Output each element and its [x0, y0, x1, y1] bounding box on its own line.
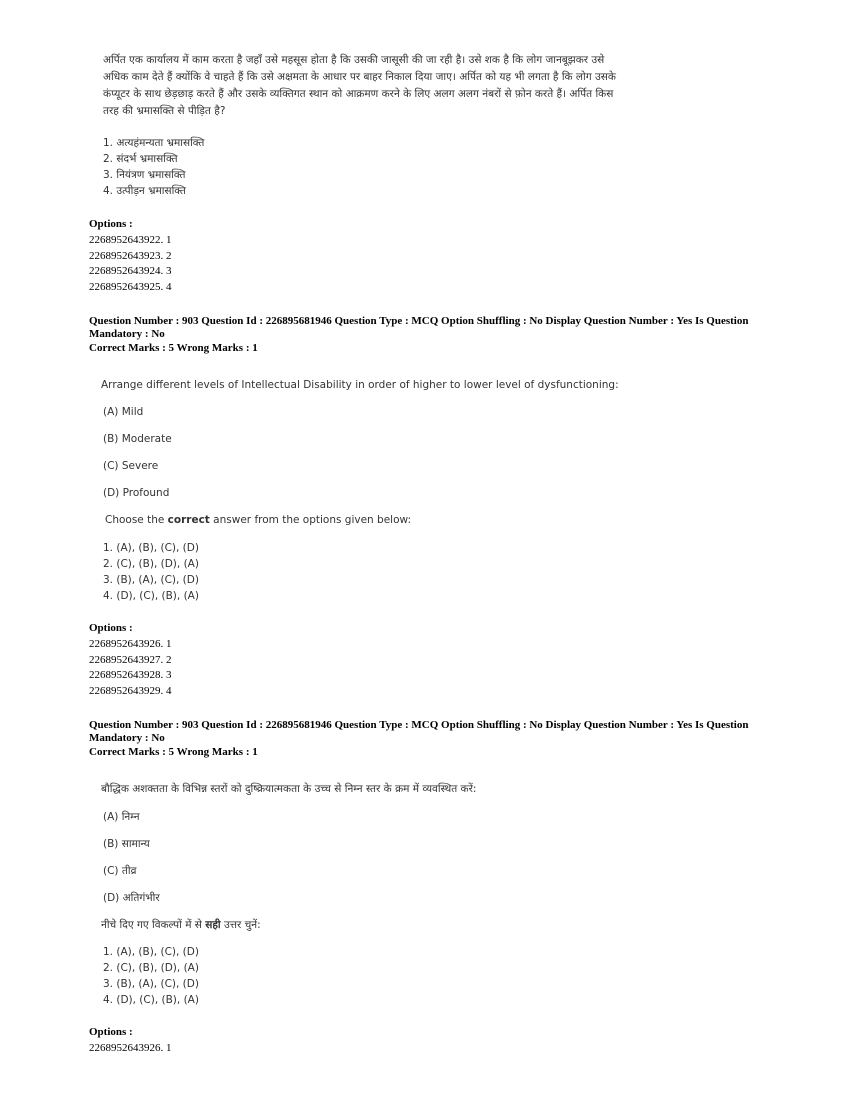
choice-item: 1. (A), (B), (C), (D) [103, 542, 199, 554]
instruction-bold: सही [205, 919, 221, 931]
options-label: Options : [89, 1026, 133, 1038]
question-line: अर्पित एक कार्यालय में काम करता है जहाँ उसे महसूस होता है कि उसकी जासूसी की जा रही है। उसे शक है कि लोग जानबूझकर उसे [103, 54, 605, 66]
choice-list [103, 135, 204, 199]
option-id: 2268952643926. 1 [89, 1042, 172, 1054]
option-ids [89, 1041, 172, 1057]
choice-item: 4. (D), (C), (B), (A) [103, 590, 199, 602]
question-line: अधिक काम देते हैं क्योंकि वे चाहते हैं कि उसे अक्षमता के आधार पर बाहर निकाल दिया जाए। अर्पित को यह भी लगता है कि लोग उसके [103, 71, 616, 83]
level-item: (C) Severe [103, 460, 159, 472]
instruction-pre: Choose the [105, 514, 168, 526]
level-item: (D) अतिगंभीर [103, 892, 160, 904]
choice-item: 4. उत्पीड़न भ्रमासक्ति [103, 185, 186, 197]
choice-item: 2. संदर्भ भ्रमासक्ति [103, 153, 178, 165]
option-id: 2268952643927. 2 [89, 653, 172, 666]
instruction [105, 514, 411, 526]
choice-item: 1. (A), (B), (C), (D) [103, 946, 199, 958]
question-header [89, 719, 748, 745]
marks-line: Correct Marks : 5 Wrong Marks : 1 [89, 746, 258, 758]
level-item: (B) Moderate [103, 433, 172, 445]
option-id: 2268952643926. 1 [89, 638, 172, 650]
choice-item: 3. नियंत्रण भ्रमासक्ति [103, 169, 186, 181]
instruction-post: answer from the options given below: [209, 514, 412, 526]
question-meta-line: Mandatory : No [89, 732, 165, 744]
level-item: (A) निम्न [103, 811, 140, 823]
question-header [89, 315, 748, 341]
choice-list [103, 540, 199, 604]
instruction-bold: correct [167, 514, 210, 526]
question-line: तरह की भ्रमासक्ति से पीड़ित है? [103, 105, 226, 117]
option-ids [89, 637, 172, 699]
option-id: 2268952643922. 1 [89, 234, 172, 246]
choice-item: 2. (C), (B), (D), (A) [103, 558, 199, 570]
option-id: 2268952643928. 3 [89, 669, 172, 681]
choice-list [103, 944, 199, 1008]
question-meta-line: Mandatory : No [89, 328, 165, 340]
question-line: कंप्यूटर के साथ छेड़छाड़ करते हैं और उसके व्यक्तिगत स्थान को आक्रमण करने के लिए अलग अलग नंबरों से फ़ोन करते हैं। अर्पित किस [103, 88, 614, 100]
instruction-post: उत्तर चुनें: [220, 919, 261, 931]
choice-item: 3. (B), (A), (C), (D) [103, 574, 199, 586]
marks-line: Correct Marks : 5 Wrong Marks : 1 [89, 342, 258, 354]
option-ids [89, 233, 172, 295]
level-item: (B) सामान्य [103, 838, 150, 850]
option-id: 2268952643929. 4 [89, 684, 172, 697]
question-text-hindi [103, 52, 683, 120]
question-meta-line: Question Number : 903 Question Id : 226895681946 Question Type : MCQ Option Shuffling : No Display Question Number : Yes Is Question [89, 719, 749, 731]
level-item: (D) Profound [103, 487, 170, 499]
options-label: Options : [89, 622, 133, 634]
question-text-hindi: बौद्धिक अशक्तता के विभिन्न स्तरों को दुष्क्रियात्मकता के उच्च से निम्न स्तर के क्रम में व्यवस्थित करें: [101, 783, 477, 795]
question-text: Arrange different levels of Intellectual Disability in order of higher to lower level of dysfunctioning: [101, 379, 619, 391]
choice-item: 3. (B), (A), (C), (D) [103, 978, 199, 990]
instruction-pre: नीचे दिए गए विकल्पों में से [101, 919, 206, 931]
question-meta-line: Question Number : 903 Question Id : 226895681946 Question Type : MCQ Option Shuffling : No Display Question Number : Yes Is Question [89, 315, 749, 327]
level-item: (A) Mild [103, 406, 144, 418]
option-id: 2268952643923. 2 [89, 249, 172, 262]
instruction [101, 918, 261, 932]
choice-item: 2. (C), (B), (D), (A) [103, 962, 199, 974]
option-id: 2268952643924. 3 [89, 265, 172, 277]
choice-item: 1. अत्यहंमन्यता भ्रमासक्ति [103, 137, 205, 149]
option-id: 2268952643925. 4 [89, 280, 172, 293]
level-item: (C) तीव्र [103, 865, 137, 877]
choice-item: 4. (D), (C), (B), (A) [103, 994, 199, 1006]
options-label: Options : [89, 218, 133, 230]
